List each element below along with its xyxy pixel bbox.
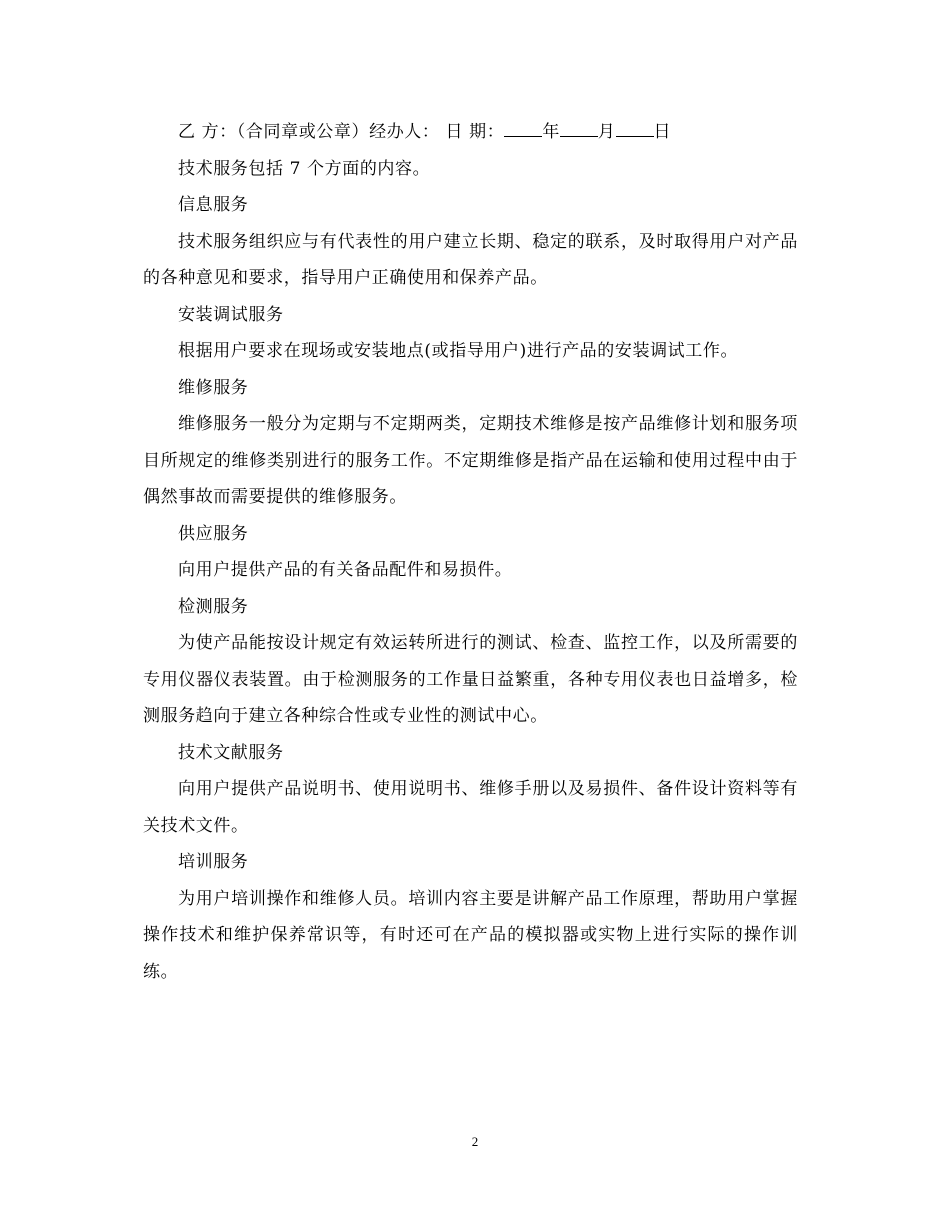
section-heading-docs: 技术文献服务 [178,742,284,763]
section-heading-testing: 检测服务 [178,596,249,617]
section-body-training: 为用户培训操作和维修人员。培训内容主要是讲解产品工作原理，帮助用户掌握操作技术和维护保养常识等，有时还可在产品的模拟器或实物上进行实际的操作训练。 [143,888,798,982]
section-body-install: 根据用户要求在现场或安装地点(或指导用户)进行产品的安装调试工作。 [178,341,739,361]
signature-party-label: 乙 方：（合同章或公章）经办人： 日 期： [178,122,505,142]
section-heading-supply: 供应服务 [178,523,249,544]
year-label: 年 [542,122,560,142]
day-label: 日 [653,122,672,142]
intro-text: 技术服务包括 7 个方面的内容。 [178,158,431,179]
year-blank [504,120,542,137]
section-body-info: 技术服务组织应与有代表性的用户建立长期、稳定的联系，及时取得用户对产品的各种意见和要求，指导用户正确使用和保养产品。 [143,231,798,288]
section-body-repair: 维修服务一般分为定期与不定期两类，定期技术维修是按产品维修计划和服务项目所规定的维修类别进行的服务工作。不定期维修是指产品在运输和使用过程中由于偶然事故而需要提供的维修服务。 [143,414,798,507]
day-blank [616,120,654,137]
section-body-docs: 向用户提供产品说明书、使用说明书、维修手册以及易损件、备件设计资料等有关技术文件。 [143,779,798,836]
signature-line [143,114,798,151]
section-heading-info: 信息服务 [178,195,249,215]
month-blank [560,120,598,137]
document-page [143,114,798,990]
page-number: 2 [471,1134,479,1149]
month-label: 月 [597,122,616,142]
section-heading-training: 培训服务 [178,852,249,872]
section-heading-repair: 维修服务 [178,377,249,398]
section-body-supply: 向用户提供产品的有关备品配件和易损件。 [178,560,513,580]
section-body-testing: 为使产品能按设计规定有效运转所进行的测试、检查、监控工作，以及所需要的专用仪器仪表装置。由于检测服务的工作量日益繁重，各种专用仪表也日益增多，检测服务趋向于建立各种综合性或专业性的测试中心。 [143,633,798,726]
section-heading-install: 安装调试服务 [178,304,284,325]
